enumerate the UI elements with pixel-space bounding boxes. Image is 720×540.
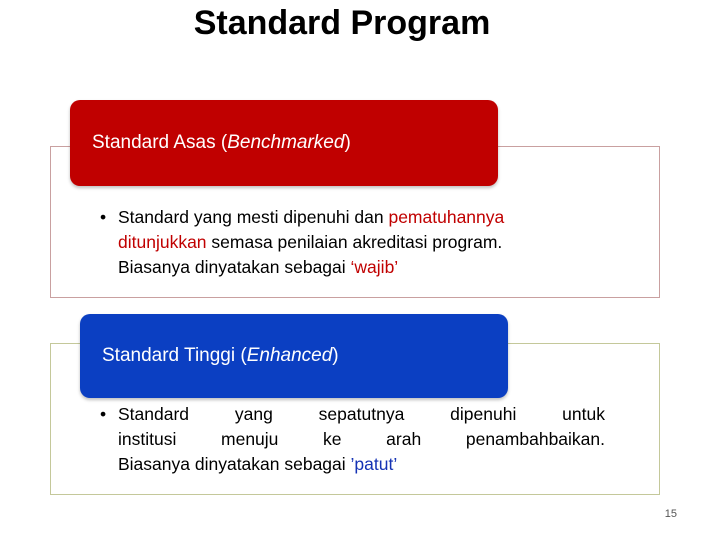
tinggi-header [80, 314, 508, 398]
asas-header-label: Standard Asas (Benchmarked) [92, 132, 351, 153]
asas-line-2: ditunjukkan semasa penilaian akreditasi program. [118, 232, 503, 252]
tinggi-description [100, 402, 605, 477]
asas-line-1: Standard yang mesti dipenuhi dan pematuhannya [118, 207, 505, 227]
page-number: 15 [664, 508, 677, 520]
asas-header [70, 100, 498, 186]
tinggi-line-3: Biasanya dinyatakan sebagai ’patut’ [118, 454, 398, 474]
tinggi-line-2: institusi menuju ke arah penambahbaikan. [118, 429, 605, 449]
tinggi-line-1: Standard yang sepatutnya dipenuhi untuk [118, 404, 605, 424]
tinggi-header-label: Standard Tinggi (Enhanced) [102, 345, 339, 366]
page-title: Standard Program [193, 4, 491, 42]
bullet-icon: • [100, 207, 107, 227]
asas-line-3: Biasanya dinyatakan sebagai ‘wajib’ [118, 257, 399, 277]
bullet-icon: • [100, 404, 107, 424]
asas-description [100, 205, 620, 280]
